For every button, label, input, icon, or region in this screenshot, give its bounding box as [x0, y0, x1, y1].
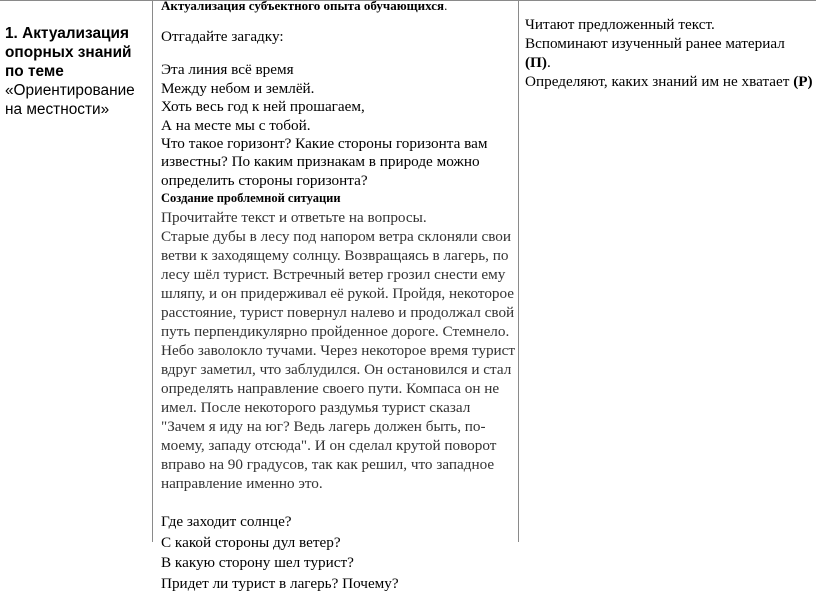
teacher-activity-cell [153, 0, 518, 593]
riddle-line: Эта линия всё время [161, 61, 294, 79]
story-line: Прочитайте текст и ответьте на вопросы. [161, 209, 427, 227]
story-line: вправо на 90 градусов, так как решил, что западное [161, 456, 495, 474]
student-line: Определяют, каких знаний им не хватает (Р) [525, 73, 813, 90]
stage-topic: «Ориентирование на местности» [5, 82, 135, 118]
story-line: "Зачем я иду на юг? Ведь лагерь должен быть, по- [161, 418, 486, 436]
final-question: Где заходит солнце? [161, 513, 292, 531]
competency-code: (Р) [793, 73, 813, 90]
student-activity-cell [519, 0, 816, 542]
story-line: расстояние, турист повернул налево и продолжал свой [161, 304, 515, 322]
student-line: Читают предложенный текст. [525, 16, 715, 33]
story-line: имел. После некоторого раздумья турист сказал [161, 399, 471, 417]
final-question: С какой стороны дул ветер? [161, 533, 341, 551]
section-header: Актуализация субъектного опыта обучающихся. [161, 0, 448, 13]
story-line: вдруг заметил, что заблудился. Он остановился и стал [161, 361, 512, 379]
story-line: определять направление своего пути. Компаса он не [161, 380, 500, 398]
student-line: (П). [525, 54, 551, 71]
story-line: направление именно это. [161, 475, 323, 493]
story-line: моему, западу отсюда". И он сделал крутой поворот [161, 437, 497, 455]
story-line: лесу шёл турист. Встречный ветер грозил снести ему [161, 266, 506, 284]
story-line: Старые дубы в лесу под напором ветра склоняли свои [161, 228, 511, 246]
story-line: путь перпендикулярно пройденное дороге. Стемнело. [161, 323, 510, 341]
story-line: шляпу, и он придерживал её рукой. Пройдя, некоторое [161, 285, 515, 303]
question-line: известны? По каким признакам в природе можно [161, 153, 480, 171]
story-line: ветви к заходящему солнцу. Возвращаясь в лагерь, по [161, 247, 509, 265]
story-line: Небо заволокло тучами. Через некоторое время турист [161, 342, 516, 360]
riddle-intro: Отгадайте загадку: [161, 28, 284, 45]
problem-header: Создание проблемной ситуации [161, 191, 341, 206]
riddle-line: А на месте мы с тобой. [161, 116, 311, 134]
competency-code: (П) [525, 54, 547, 71]
final-question: В какую сторону шел турист? [161, 554, 354, 572]
stage-cell [0, 0, 152, 542]
question-line: Что такое горизонт? Какие стороны горизонта вам [161, 135, 488, 153]
question-line: определить стороны горизонта? [161, 171, 368, 189]
riddle-line: Между небом и землёй. [161, 79, 315, 97]
stage-number: 1. [5, 25, 18, 42]
final-question: Придет ли турист в лагерь? Почему? [161, 575, 399, 593]
riddle-line: Хоть весь год к ней прошагаем, [161, 98, 365, 116]
stage-title [5, 24, 152, 81]
student-line: Вспоминают изученный ранее материал [525, 35, 785, 52]
stage-title-text: Актуализация опорных знаний по теме [5, 25, 132, 80]
